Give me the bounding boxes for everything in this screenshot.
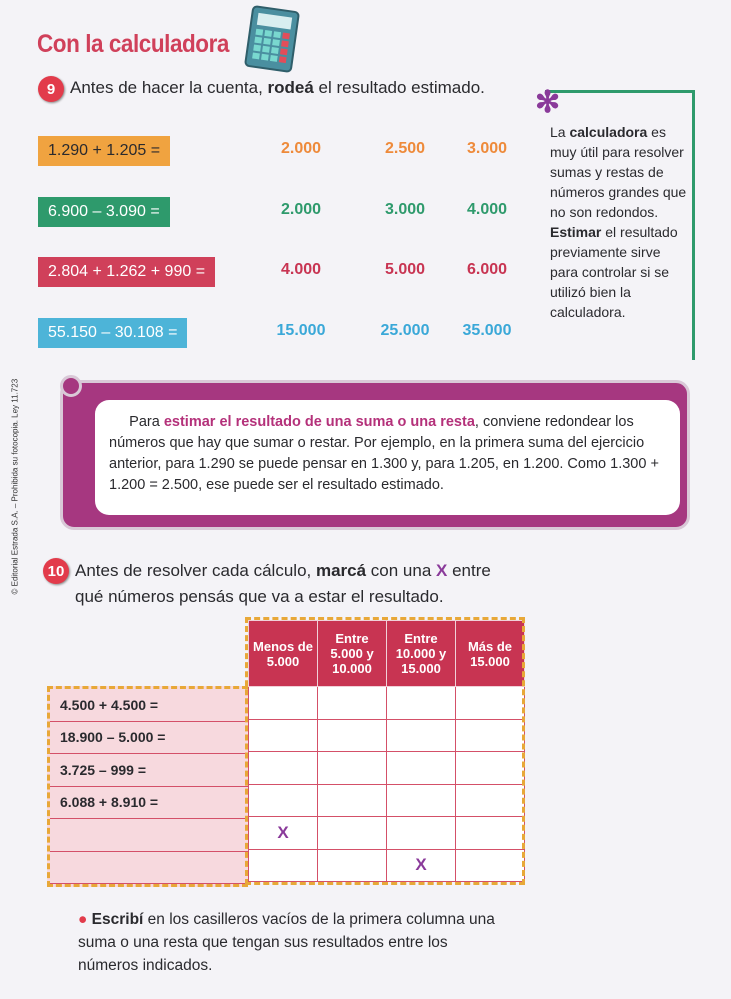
table-row <box>249 849 525 882</box>
mark-cell[interactable]: X <box>249 817 318 850</box>
equation-box: 2.804 + 1.262 + 990 = <box>38 257 215 287</box>
mark-cell[interactable] <box>456 784 525 817</box>
copyright-notice: © Editorial Estrada S.A. – Prohibida su fotocopia. Ley 11.723 <box>10 378 20 595</box>
mark-cell[interactable] <box>318 719 387 752</box>
asterisk-icon: ✻ <box>535 86 561 119</box>
mark-cell[interactable] <box>249 752 318 785</box>
estimate-option[interactable]: 4.000 <box>466 201 508 218</box>
mark-cell[interactable] <box>318 784 387 817</box>
mark-cell[interactable] <box>318 849 387 882</box>
calculation-cell: 4.500 + 4.500 = <box>50 689 248 722</box>
table-row <box>249 719 525 752</box>
mark-cell[interactable] <box>387 719 456 752</box>
estimate-option[interactable]: 4.000 <box>280 261 322 278</box>
mark-cell[interactable] <box>249 849 318 882</box>
mark-cell[interactable] <box>249 784 318 817</box>
column-header: Más de 15.000 <box>456 621 525 687</box>
calculation-cell: 18.900 – 5.000 = <box>50 722 248 755</box>
exercise-number-badge: 10 <box>43 558 69 584</box>
estimate-option[interactable]: 2.000 <box>280 201 322 218</box>
mark-cell[interactable] <box>318 687 387 720</box>
estimate-option[interactable]: 2.000 <box>280 140 322 157</box>
page-title: Con la calculadora <box>37 30 229 58</box>
calculation-cell[interactable] <box>50 819 248 852</box>
calculation-cell: 6.088 + 8.910 = <box>50 787 248 820</box>
mark-cell[interactable] <box>456 817 525 850</box>
mark-cell[interactable]: X <box>387 849 456 882</box>
estimate-option[interactable]: 15.000 <box>276 322 326 339</box>
estimate-option[interactable]: 35.000 <box>462 322 512 339</box>
estimate-option[interactable]: 5.000 <box>384 261 426 278</box>
estimate-option[interactable]: 6.000 <box>466 261 508 278</box>
calculation-cell: 3.725 – 999 = <box>50 754 248 787</box>
equation-box: 55.150 – 30.108 = <box>38 318 187 348</box>
mark-cell[interactable] <box>456 687 525 720</box>
column-header: Entre 5.000 y 10.000 <box>318 621 387 687</box>
mark-cell[interactable] <box>456 719 525 752</box>
estimate-option[interactable]: 2.500 <box>384 140 426 157</box>
table-row <box>249 817 525 850</box>
mark-cell[interactable] <box>387 784 456 817</box>
mark-cell[interactable] <box>456 752 525 785</box>
bullet-instruction: ● Escribí en los casilleros vacíos de la primera columna una suma o una resta que tengan sus resultados entre los números indicados. <box>78 911 495 974</box>
mark-cell[interactable] <box>456 849 525 882</box>
mark-cell[interactable] <box>318 817 387 850</box>
estimate-option[interactable]: 3.000 <box>384 201 426 218</box>
estimate-option[interactable]: 3.000 <box>466 140 508 157</box>
mark-cell[interactable] <box>249 719 318 752</box>
estimation-table <box>248 620 525 882</box>
mark-cell[interactable] <box>249 687 318 720</box>
equation-box: 6.900 – 3.090 = <box>38 197 170 227</box>
calculator-icon <box>244 5 300 73</box>
column-header: Entre 10.000 y 15.000 <box>387 621 456 687</box>
table-row <box>249 687 525 720</box>
mark-cell[interactable] <box>387 817 456 850</box>
calculation-cell[interactable] <box>50 852 248 885</box>
mark-cell[interactable] <box>318 752 387 785</box>
exercise-number-badge: 9 <box>38 76 64 102</box>
mark-cell[interactable] <box>387 687 456 720</box>
exercise-10-instruction: Antes de resolver cada cálculo, marcá con una X entre qué números pensás que va a estar el resultado. <box>75 561 491 606</box>
mark-cell[interactable] <box>387 752 456 785</box>
table-row <box>249 784 525 817</box>
exercise-9-instruction: Antes de hacer la cuenta, rodeá el resultado estimado. <box>70 78 485 97</box>
estimate-option[interactable]: 25.000 <box>380 322 430 339</box>
calculator-tip: La calculadora es muy útil para resolver sumas y restas de números grandes que no son redondos. Estimar el resultado previamente sirve para controlar si se utilizó bien la calculadora. <box>550 124 687 320</box>
calculation-column <box>47 686 248 887</box>
info-box: Para estimar el resultado de una suma o una resta, conviene redondear los números que hay que sumar o restar. Por ejemplo, en la primera suma del ejercicio anterior, para 1.290 se puede pensar en 1.300 y, para 1.205, en 1.200. Como 1.300 + 1.200 = 2.500, ese puede ser el resultado estimado. <box>95 400 680 515</box>
table-row <box>249 752 525 785</box>
column-header: Menos de 5.000 <box>249 621 318 687</box>
equation-box: 1.290 + 1.205 = <box>38 136 170 166</box>
decor-circle-icon <box>60 375 82 397</box>
